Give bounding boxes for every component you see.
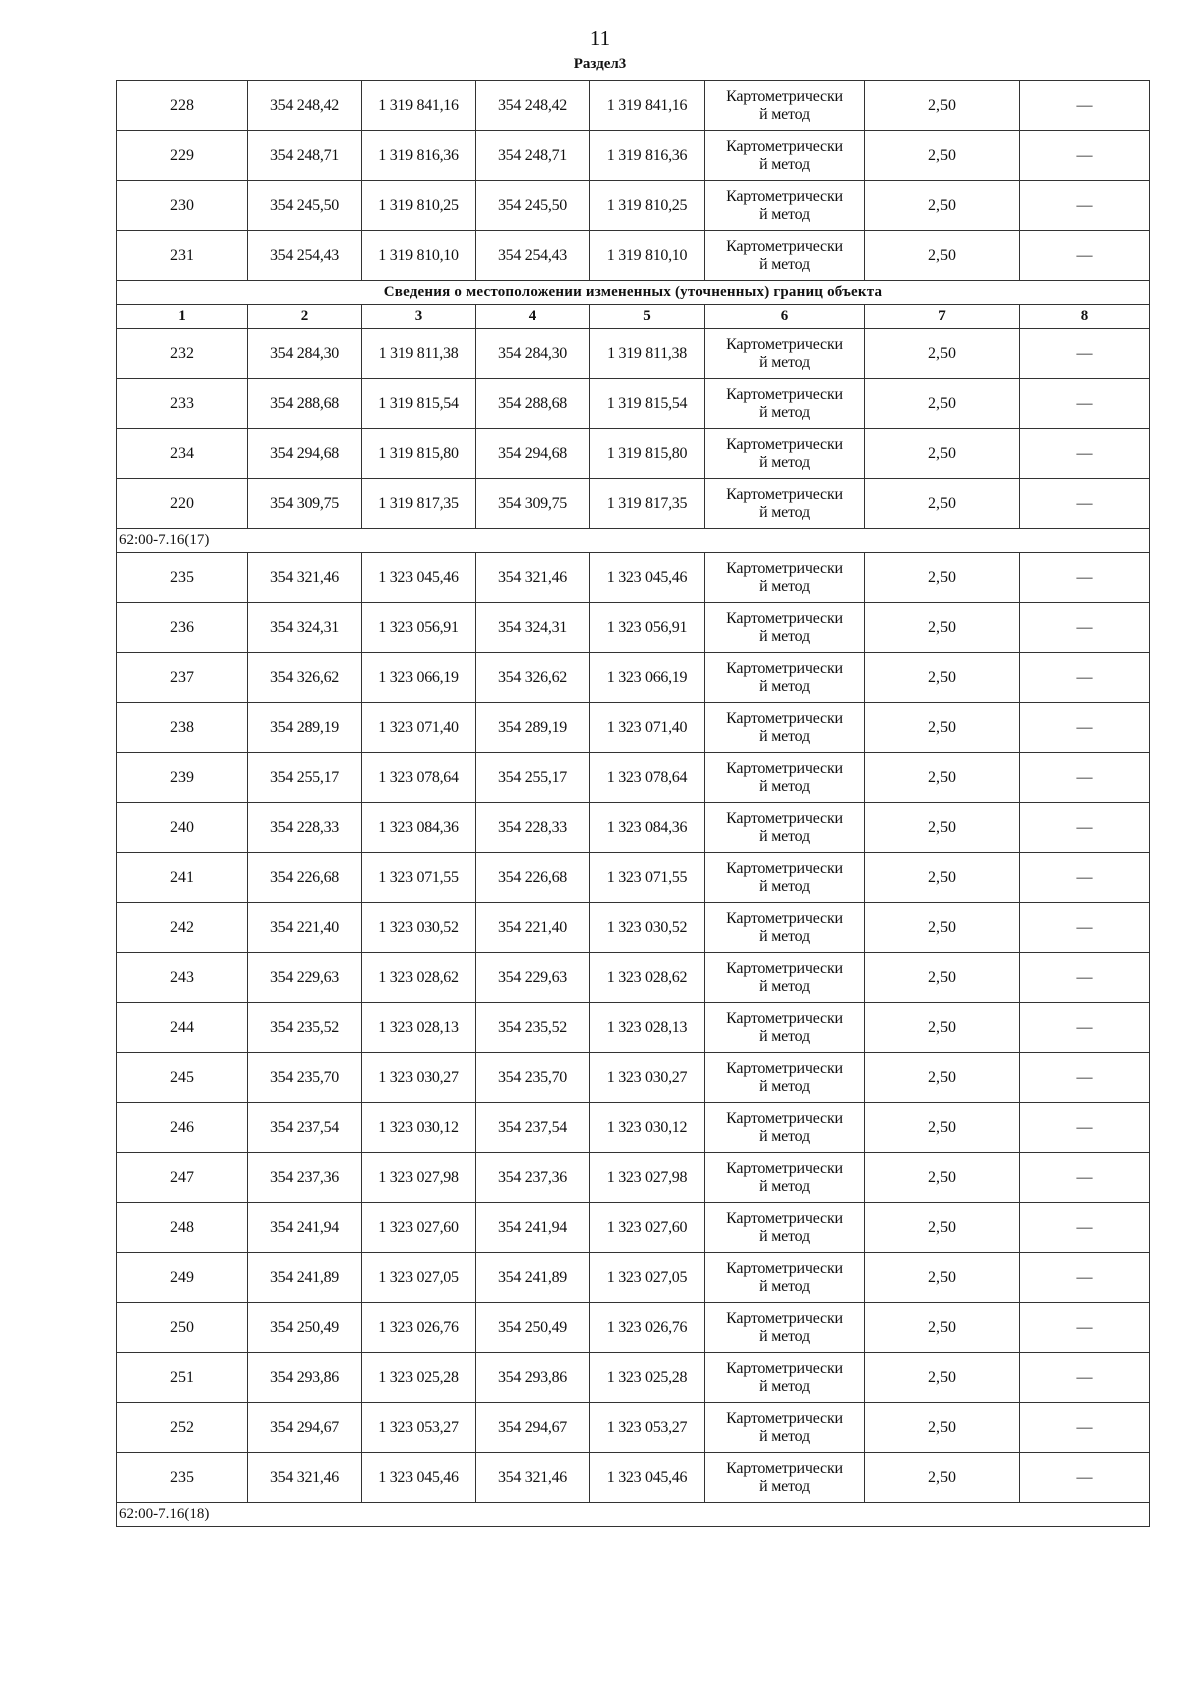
y-old-cell: 1 323 030,12 [362, 1103, 476, 1153]
y-new-cell: 1 323 056,91 [590, 603, 705, 653]
y-old-cell: 1 323 071,55 [362, 853, 476, 903]
y-new-cell: 1 323 066,19 [590, 653, 705, 703]
column-number: 8 [1020, 305, 1150, 329]
y-old-cell: 1 323 027,60 [362, 1203, 476, 1253]
description-cell: — [1020, 653, 1150, 703]
y-old-cell: 1 319 841,16 [362, 81, 476, 131]
x-new-cell: 354 294,68 [476, 429, 590, 479]
description-cell: — [1020, 553, 1150, 603]
y-new-cell: 1 323 053,27 [590, 1403, 705, 1453]
accuracy-cell: 2,50 [865, 603, 1020, 653]
accuracy-cell: 2,50 [865, 553, 1020, 603]
x-new-cell: 354 228,33 [476, 803, 590, 853]
accuracy-cell: 2,50 [865, 131, 1020, 181]
point-number-cell: 243 [117, 953, 248, 1003]
point-number-cell: 237 [117, 653, 248, 703]
accuracy-cell: 2,50 [865, 1053, 1020, 1103]
y-old-cell: 1 323 030,27 [362, 1053, 476, 1103]
method-cell: Картометрически й метод [705, 1103, 865, 1153]
method-cell: Картометрически й метод [705, 131, 865, 181]
description-cell: — [1020, 131, 1150, 181]
accuracy-cell: 2,50 [865, 753, 1020, 803]
object-label: 62:00-7.16(18) [117, 1503, 1150, 1527]
x-new-cell: 354 293,86 [476, 1353, 590, 1403]
description-cell: — [1020, 1153, 1150, 1203]
x-old-cell: 354 248,42 [248, 81, 362, 131]
x-old-cell: 354 248,71 [248, 131, 362, 181]
y-old-cell: 1 319 816,36 [362, 131, 476, 181]
method-cell: Картометрически й метод [705, 379, 865, 429]
table-row [117, 479, 1150, 529]
point-number-cell: 246 [117, 1103, 248, 1153]
table-body [117, 81, 1150, 1527]
method-cell: Картометрически й метод [705, 1303, 865, 1353]
x-new-cell: 354 226,68 [476, 853, 590, 903]
x-new-cell: 354 250,49 [476, 1303, 590, 1353]
x-old-cell: 354 324,31 [248, 603, 362, 653]
method-cell: Картометрически й метод [705, 329, 865, 379]
y-new-cell: 1 319 841,16 [590, 81, 705, 131]
point-number-cell: 248 [117, 1203, 248, 1253]
accuracy-cell: 2,50 [865, 653, 1020, 703]
y-new-cell: 1 323 071,55 [590, 853, 705, 903]
y-new-cell: 1 319 810,10 [590, 231, 705, 281]
point-number-cell: 251 [117, 1353, 248, 1403]
column-numbers-row [117, 305, 1150, 329]
method-cell: Картометрически й метод [705, 1053, 865, 1103]
x-new-cell: 354 235,70 [476, 1053, 590, 1103]
object-label-row [117, 529, 1150, 553]
column-number: 3 [362, 305, 476, 329]
x-old-cell: 354 326,62 [248, 653, 362, 703]
column-number: 5 [590, 305, 705, 329]
point-number-cell: 245 [117, 1053, 248, 1103]
accuracy-cell: 2,50 [865, 1453, 1020, 1503]
x-old-cell: 354 221,40 [248, 903, 362, 953]
y-new-cell: 1 323 026,76 [590, 1303, 705, 1353]
section-heading-row [117, 281, 1150, 305]
x-new-cell: 354 326,62 [476, 653, 590, 703]
x-new-cell: 354 248,42 [476, 81, 590, 131]
point-number-cell: 231 [117, 231, 248, 281]
y-old-cell: 1 323 030,52 [362, 903, 476, 953]
table-row [117, 903, 1150, 953]
accuracy-cell: 2,50 [865, 1403, 1020, 1453]
table-row [117, 181, 1150, 231]
x-new-cell: 354 248,71 [476, 131, 590, 181]
description-cell: — [1020, 1453, 1150, 1503]
x-old-cell: 354 237,54 [248, 1103, 362, 1153]
description-cell: — [1020, 703, 1150, 753]
point-number-cell: 244 [117, 1003, 248, 1053]
method-cell: Картометрически й метод [705, 181, 865, 231]
y-new-cell: 1 323 084,36 [590, 803, 705, 853]
description-cell: — [1020, 1253, 1150, 1303]
x-new-cell: 354 284,30 [476, 329, 590, 379]
x-new-cell: 354 237,54 [476, 1103, 590, 1153]
table-row [117, 429, 1150, 479]
point-number-cell: 229 [117, 131, 248, 181]
x-old-cell: 354 228,33 [248, 803, 362, 853]
table-row [117, 653, 1150, 703]
x-new-cell: 354 254,43 [476, 231, 590, 281]
y-new-cell: 1 319 816,36 [590, 131, 705, 181]
accuracy-cell: 2,50 [865, 1353, 1020, 1403]
point-number-cell: 240 [117, 803, 248, 853]
accuracy-cell: 2,50 [865, 1253, 1020, 1303]
point-number-cell: 252 [117, 1403, 248, 1453]
table-row [117, 1453, 1150, 1503]
y-new-cell: 1 319 815,80 [590, 429, 705, 479]
accuracy-cell: 2,50 [865, 803, 1020, 853]
y-new-cell: 1 323 030,52 [590, 903, 705, 953]
y-new-cell: 1 323 030,12 [590, 1103, 705, 1153]
description-cell: — [1020, 953, 1150, 1003]
accuracy-cell: 2,50 [865, 1153, 1020, 1203]
y-old-cell: 1 323 071,40 [362, 703, 476, 753]
x-old-cell: 354 254,43 [248, 231, 362, 281]
y-old-cell: 1 323 053,27 [362, 1403, 476, 1453]
table-row [117, 603, 1150, 653]
y-old-cell: 1 323 066,19 [362, 653, 476, 703]
x-new-cell: 354 235,52 [476, 1003, 590, 1053]
accuracy-cell: 2,50 [865, 1303, 1020, 1353]
accuracy-cell: 2,50 [865, 853, 1020, 903]
description-cell: — [1020, 1003, 1150, 1053]
method-cell: Картометрически й метод [705, 653, 865, 703]
method-cell: Картометрически й метод [705, 603, 865, 653]
point-number-cell: 242 [117, 903, 248, 953]
table-row [117, 1253, 1150, 1303]
point-number-cell: 232 [117, 329, 248, 379]
point-number-cell: 235 [117, 1453, 248, 1503]
column-number: 7 [865, 305, 1020, 329]
y-old-cell: 1 323 028,13 [362, 1003, 476, 1053]
x-new-cell: 354 321,46 [476, 553, 590, 603]
description-cell: — [1020, 1353, 1150, 1403]
y-new-cell: 1 319 815,54 [590, 379, 705, 429]
accuracy-cell: 2,50 [865, 231, 1020, 281]
x-old-cell: 354 309,75 [248, 479, 362, 529]
y-old-cell: 1 319 811,38 [362, 329, 476, 379]
method-cell: Картометрически й метод [705, 1153, 865, 1203]
method-cell: Картометрически й метод [705, 1003, 865, 1053]
method-cell: Картометрически й метод [705, 1453, 865, 1503]
method-cell: Картометрически й метод [705, 81, 865, 131]
x-old-cell: 354 289,19 [248, 703, 362, 753]
method-cell: Картометрически й метод [705, 703, 865, 753]
point-number-cell: 228 [117, 81, 248, 131]
y-old-cell: 1 319 815,80 [362, 429, 476, 479]
x-new-cell: 354 321,46 [476, 1453, 590, 1503]
y-old-cell: 1 319 817,35 [362, 479, 476, 529]
method-cell: Картометрически й метод [705, 903, 865, 953]
x-old-cell: 354 255,17 [248, 753, 362, 803]
point-number-cell: 247 [117, 1153, 248, 1203]
x-old-cell: 354 284,30 [248, 329, 362, 379]
description-cell: — [1020, 1303, 1150, 1353]
x-old-cell: 354 293,86 [248, 1353, 362, 1403]
y-old-cell: 1 323 078,64 [362, 753, 476, 803]
accuracy-cell: 2,50 [865, 703, 1020, 753]
description-cell: — [1020, 231, 1150, 281]
point-number-cell: 250 [117, 1303, 248, 1353]
point-number-cell: 234 [117, 429, 248, 479]
x-old-cell: 354 226,68 [248, 853, 362, 903]
x-new-cell: 354 229,63 [476, 953, 590, 1003]
page-number: 11 [589, 26, 611, 50]
y-new-cell: 1 323 028,62 [590, 953, 705, 1003]
x-old-cell: 354 250,49 [248, 1303, 362, 1353]
method-cell: Картометрически й метод [705, 1353, 865, 1403]
point-number-cell: 220 [117, 479, 248, 529]
y-old-cell: 1 323 026,76 [362, 1303, 476, 1353]
method-cell: Картометрически й метод [705, 1403, 865, 1453]
object-label: 62:00-7.16(17) [117, 529, 1150, 553]
y-old-cell: 1 323 027,05 [362, 1253, 476, 1303]
point-number-cell: 230 [117, 181, 248, 231]
y-old-cell: 1 323 045,46 [362, 1453, 476, 1503]
table-row [117, 553, 1150, 603]
y-old-cell: 1 323 056,91 [362, 603, 476, 653]
x-old-cell: 354 288,68 [248, 379, 362, 429]
accuracy-cell: 2,50 [865, 81, 1020, 131]
accuracy-cell: 2,50 [865, 1203, 1020, 1253]
table-row [117, 1153, 1150, 1203]
x-new-cell: 354 221,40 [476, 903, 590, 953]
column-number: 1 [117, 305, 248, 329]
object-label-row [117, 1503, 1150, 1527]
x-new-cell: 354 241,89 [476, 1253, 590, 1303]
y-old-cell: 1 323 027,98 [362, 1153, 476, 1203]
table-row [117, 1003, 1150, 1053]
description-cell: — [1020, 81, 1150, 131]
y-new-cell: 1 323 078,64 [590, 753, 705, 803]
table-row [117, 1053, 1150, 1103]
point-number-cell: 249 [117, 1253, 248, 1303]
description-cell: — [1020, 181, 1150, 231]
table-row [117, 703, 1150, 753]
column-number: 4 [476, 305, 590, 329]
x-new-cell: 354 309,75 [476, 479, 590, 529]
y-new-cell: 1 319 811,38 [590, 329, 705, 379]
table-row [117, 753, 1150, 803]
x-old-cell: 354 294,68 [248, 429, 362, 479]
y-old-cell: 1 323 045,46 [362, 553, 476, 603]
point-number-cell: 239 [117, 753, 248, 803]
method-cell: Картометрически й метод [705, 479, 865, 529]
point-number-cell: 233 [117, 379, 248, 429]
description-cell: — [1020, 803, 1150, 853]
y-new-cell: 1 323 045,46 [590, 1453, 705, 1503]
description-cell: — [1020, 479, 1150, 529]
method-cell: Картометрически й метод [705, 1253, 865, 1303]
description-cell: — [1020, 329, 1150, 379]
table-row [117, 231, 1150, 281]
point-number-cell: 235 [117, 553, 248, 603]
x-new-cell: 354 237,36 [476, 1153, 590, 1203]
description-cell: — [1020, 1403, 1150, 1453]
table-row [117, 1303, 1150, 1353]
method-cell: Картометрически й метод [705, 753, 865, 803]
x-new-cell: 354 241,94 [476, 1203, 590, 1253]
accuracy-cell: 2,50 [865, 181, 1020, 231]
column-number: 6 [705, 305, 865, 329]
accuracy-cell: 2,50 [865, 953, 1020, 1003]
table-row [117, 803, 1150, 853]
x-old-cell: 354 241,94 [248, 1203, 362, 1253]
description-cell: — [1020, 853, 1150, 903]
x-old-cell: 354 229,63 [248, 953, 362, 1003]
point-number-cell: 241 [117, 853, 248, 903]
x-old-cell: 354 241,89 [248, 1253, 362, 1303]
method-cell: Картометрически й метод [705, 553, 865, 603]
coordinates-table [116, 80, 1150, 1527]
y-new-cell: 1 323 025,28 [590, 1353, 705, 1403]
description-cell: — [1020, 1103, 1150, 1153]
description-cell: — [1020, 1203, 1150, 1253]
point-number-cell: 238 [117, 703, 248, 753]
x-old-cell: 354 321,46 [248, 553, 362, 603]
y-old-cell: 1 319 810,25 [362, 181, 476, 231]
y-old-cell: 1 323 084,36 [362, 803, 476, 853]
table-row [117, 379, 1150, 429]
accuracy-cell: 2,50 [865, 479, 1020, 529]
y-new-cell: 1 323 071,40 [590, 703, 705, 753]
description-cell: — [1020, 903, 1150, 953]
accuracy-cell: 2,50 [865, 1103, 1020, 1153]
table-row [117, 1353, 1150, 1403]
method-cell: Картометрически й метод [705, 429, 865, 479]
table-row [117, 81, 1150, 131]
x-new-cell: 354 289,19 [476, 703, 590, 753]
x-new-cell: 354 255,17 [476, 753, 590, 803]
method-cell: Картометрически й метод [705, 231, 865, 281]
table-row [117, 1203, 1150, 1253]
table-row [117, 1403, 1150, 1453]
y-old-cell: 1 319 815,54 [362, 379, 476, 429]
y-new-cell: 1 323 027,05 [590, 1253, 705, 1303]
accuracy-cell: 2,50 [865, 1003, 1020, 1053]
x-old-cell: 354 294,67 [248, 1403, 362, 1453]
x-new-cell: 354 245,50 [476, 181, 590, 231]
y-new-cell: 1 323 045,46 [590, 553, 705, 603]
y-old-cell: 1 319 810,10 [362, 231, 476, 281]
x-new-cell: 354 324,31 [476, 603, 590, 653]
y-new-cell: 1 323 030,27 [590, 1053, 705, 1103]
x-old-cell: 354 237,36 [248, 1153, 362, 1203]
table-row [117, 1103, 1150, 1153]
section-title: Раздел3 [573, 56, 627, 72]
y-new-cell: 1 323 028,13 [590, 1003, 705, 1053]
description-cell: — [1020, 1053, 1150, 1103]
y-new-cell: 1 323 027,98 [590, 1153, 705, 1203]
table-row [117, 131, 1150, 181]
table-row [117, 953, 1150, 1003]
description-cell: — [1020, 429, 1150, 479]
y-old-cell: 1 323 028,62 [362, 953, 476, 1003]
x-old-cell: 354 321,46 [248, 1453, 362, 1503]
table-row [117, 329, 1150, 379]
method-cell: Картометрически й метод [705, 953, 865, 1003]
description-cell: — [1020, 379, 1150, 429]
accuracy-cell: 2,50 [865, 329, 1020, 379]
x-old-cell: 354 235,52 [248, 1003, 362, 1053]
y-new-cell: 1 323 027,60 [590, 1203, 705, 1253]
method-cell: Картометрически й метод [705, 803, 865, 853]
y-old-cell: 1 323 025,28 [362, 1353, 476, 1403]
description-cell: — [1020, 603, 1150, 653]
accuracy-cell: 2,50 [865, 379, 1020, 429]
x-old-cell: 354 235,70 [248, 1053, 362, 1103]
method-cell: Картометрически й метод [705, 1203, 865, 1253]
accuracy-cell: 2,50 [865, 429, 1020, 479]
y-new-cell: 1 319 817,35 [590, 479, 705, 529]
table-row [117, 853, 1150, 903]
x-new-cell: 354 288,68 [476, 379, 590, 429]
y-new-cell: 1 319 810,25 [590, 181, 705, 231]
description-cell: — [1020, 753, 1150, 803]
point-number-cell: 236 [117, 603, 248, 653]
accuracy-cell: 2,50 [865, 903, 1020, 953]
x-old-cell: 354 245,50 [248, 181, 362, 231]
method-cell: Картометрически й метод [705, 853, 865, 903]
column-number: 2 [248, 305, 362, 329]
section-heading: Сведения о местоположении измененных (уточненных) границ объекта [117, 281, 1150, 305]
x-new-cell: 354 294,67 [476, 1403, 590, 1453]
